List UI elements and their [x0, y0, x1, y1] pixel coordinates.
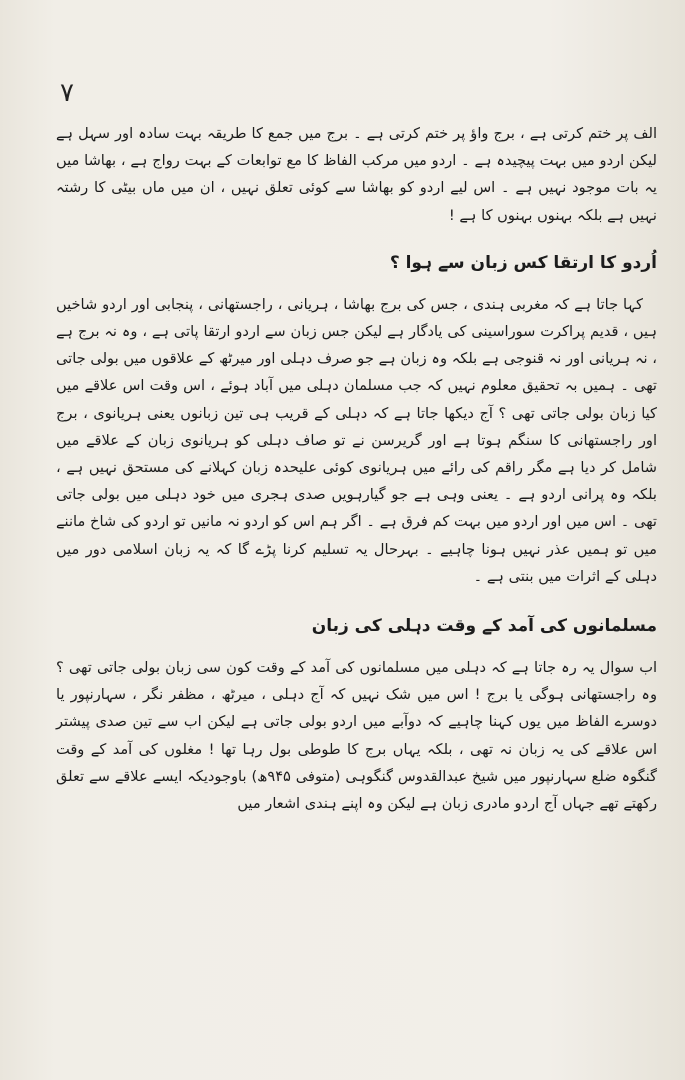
paragraph-delhi-language: اب سوال یہ رہ جاتا ہے کہ دہلی میں مسلمانوں کی آمد کے وقت کون سی زبان بولی جاتی تھی ؟ وہ راجستھانی ہوگی یا برج ! اس میں شک نہیں کہ آج دہلی ، میرٹھ ، مظفر نگر ، سہارنپور یا دوسرے الفاظ میں یوں کہنا چاہیے کہ دوآبے میں اردو بولی جاتی ہے لیکن اب سے تین صدی پیشتر اس علاقے کی یہ زبان نہ تھی ، بلکہ یہاں برج کا طوطی بول رہا تھا ! مغلوں کی آمد کے وقت گنگوہ ضلع سہارنپور میں شیخ عبدالقدوس گنگوہی (متوفی ۹۴۵ھ) باوجودیکہ ایسے علاقے سے تعلق رکھتے تھے جہاں آج اردو مادری زبان ہے لیکن وہ اپنے ہندی اشعار میں [56, 659, 657, 813]
paragraph-evolution: کہا جاتا ہے کہ مغربی ہندی ، جس کی برج بھاشا ، ہریانی ، راجستھانی ، پنجابی اور اردو شاخیں ہیں ، قدیم پراکرت سوراسینی کی یادگار ہے لیکن جس زبان سے اردو ارتقا پاتی ہے ، وہ نہ برج ہے ، نہ ہریانی اور نہ قنوجی ہے بلکہ وہ زبان ہے جو صرف دہلی اور میرٹھ کے علاقوں میں بولی جاتی تھی ۔ ہمیں بہ تحقیق معلوم نہیں کہ جب مسلمان دہلی میں آباد ہوئے ، اس وقت اس علاقے میں کیا زبان بولی جاتی تھی ؟ آج دیکھا جاتا ہے کہ دہلی کے قریب ہی تین زبانوں یعنی ہریانوی ، برج اور راجستھانی کا سنگم ہوتا ہے اور گریرسن نے تو صاف دہلی کو ہریانوی زبان کے علاقے میں شامل کر دیا ہے مگر راقم کی رائے میں ہریانوی کوئی علیحدہ زبان کہلانے کی مستحق نہیں ہے ، بلکہ وہ پرانی اردو ہے ۔ یعنی وہی ہے جو گیارہویں صدی ہجری میں خود دہلی میں بولی جاتی تھی ۔ اس میں اور اردو میں بہت کم فرق ہے ۔ اگر ہم اس کو اردو نہ مانیں تو اردو کی شاخ ماننے میں تو ہمیں عذر نہیں ہونا چاہیے ۔ بہرحال یہ تسلیم کرنا پڑے گا کہ یہ زبان اسلامی دور میں دہلی کے اثرات میں بنتی ہے ۔ [56, 295, 657, 585]
section-heading-delhi-language: مسلمانوں کی آمد کے وقت دہلی کی زبان [311, 616, 657, 637]
section-heading-evolution: اُردو کا ارتقا کس زبان سے ہوا ؟ [389, 252, 657, 273]
page-content [56, 120, 657, 817]
page-number: ۷ [60, 78, 74, 108]
paragraph-intro: الف پر ختم کرتی ہے ، برج واؤ پر ختم کرتی ہے ۔ برج میں جمع کا طریقہ بہت سادہ اور سہل ہے لیکن اردو میں بہت پیچیدہ ہے ۔ اردو میں مرکب الفاظ کا مع توابعات کے بہت رواج ہے ، بھاشا میں یہ بات موجود نہیں ہے ۔ اس لیے اردو کو بھاشا سے کوئی تعلق نہیں ، ان میں ماں بیٹی کا رشتہ نہیں ہے بلکہ بہنوں بہنوں کا ہے ! [56, 125, 657, 224]
